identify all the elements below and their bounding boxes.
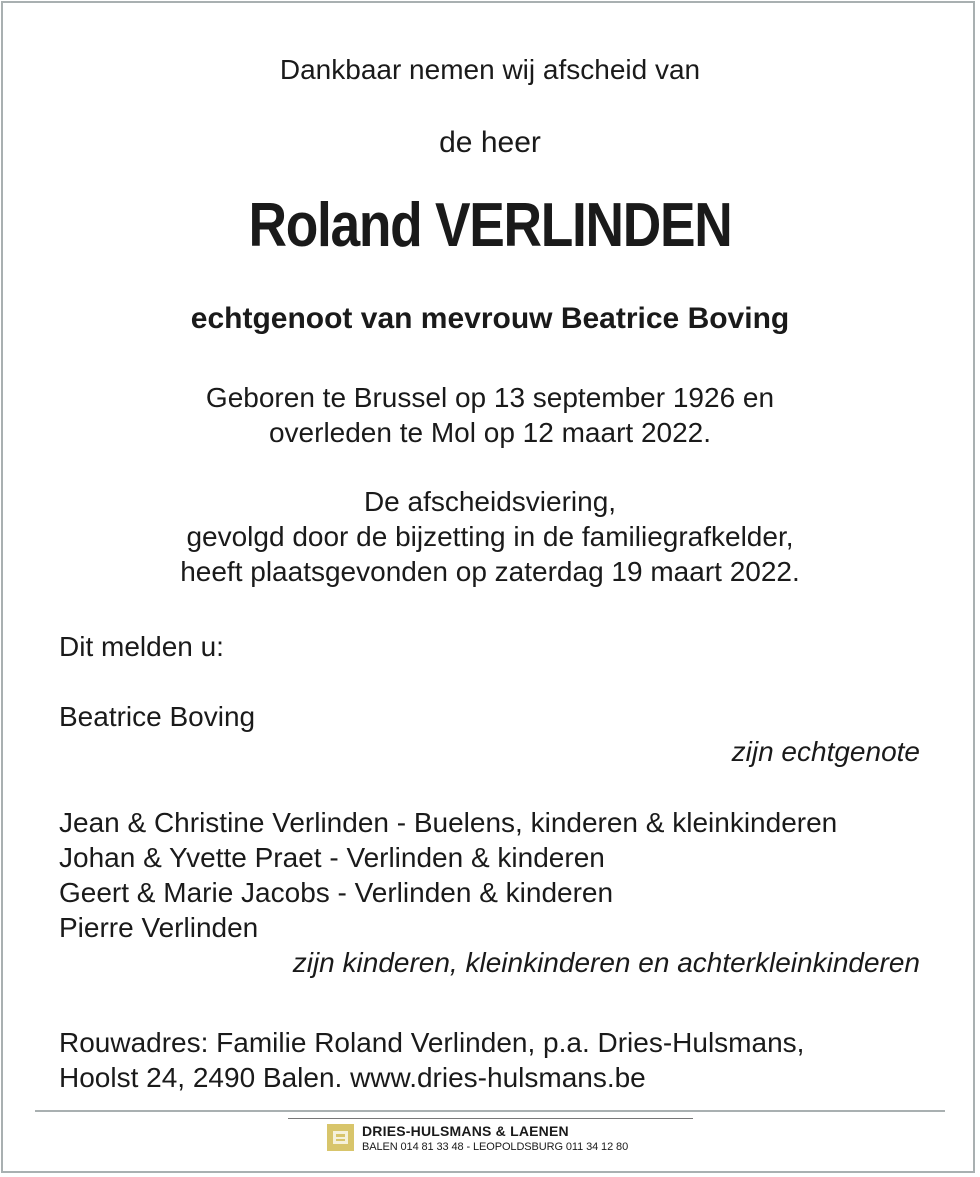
intro-text: Dankbaar nemen wij afscheid van bbox=[279, 54, 701, 85]
address-line: Rouwadres: Familie Roland Verlinden, p.a. Dries-Hulsmans, bbox=[59, 1027, 805, 1058]
ceremony-line: De afscheidsviering, bbox=[363, 486, 617, 517]
children-list bbox=[59, 805, 837, 945]
honorific: de heer bbox=[439, 126, 541, 159]
child-family: Geert & Marie Jacobs - Verlinden & kinderen bbox=[59, 877, 614, 908]
child-family: Johan & Yvette Praet - Verlinden & kinderen bbox=[59, 842, 605, 873]
ceremony-line: gevolgd door de bijzetting in de familiegrafkelder, bbox=[186, 521, 794, 552]
mourning-address bbox=[59, 1025, 804, 1095]
address-line: Hoolst 24, 2490 Balen. www.dries-hulsmans.be bbox=[59, 1062, 646, 1093]
ceremony-info bbox=[0, 484, 980, 589]
footer-divider bbox=[35, 1110, 945, 1112]
spouse-name: Beatrice Boving bbox=[59, 701, 256, 732]
death-line: overleden te Mol op 12 maart 2022. bbox=[268, 417, 712, 448]
children-relation: zijn kinderen, kleinkinderen en achterkleinkinderen bbox=[292, 947, 920, 978]
spouse-line: echtgenoot van mevrouw Beatrice Boving bbox=[190, 302, 790, 335]
biography bbox=[0, 380, 980, 450]
child-family: Pierre Verlinden bbox=[59, 912, 259, 943]
ceremony-line: heeft plaatsgevonden op zaterdag 19 maart 2022. bbox=[180, 556, 800, 587]
spouse-relation: zijn echtgenote bbox=[731, 736, 920, 767]
birth-line: Geboren te Brussel op 13 september 1926 en bbox=[205, 382, 775, 413]
funeral-home-logo-icon bbox=[327, 1124, 354, 1151]
deceased-name: Roland VERLINDEN bbox=[248, 191, 732, 260]
funeral-home-name: DRIES-HULSMANS & LAENEN bbox=[362, 1123, 569, 1139]
announcement-label: Dit melden u: bbox=[59, 631, 224, 662]
child-family: Jean & Christine Verlinden - Buelens, kinderen & kleinkinderen bbox=[59, 807, 838, 838]
funeral-home-contact: BALEN 014 81 33 48 - LEOPOLDSBURG 011 34 12 80 bbox=[362, 1141, 629, 1153]
footer-thin-divider bbox=[288, 1118, 693, 1119]
